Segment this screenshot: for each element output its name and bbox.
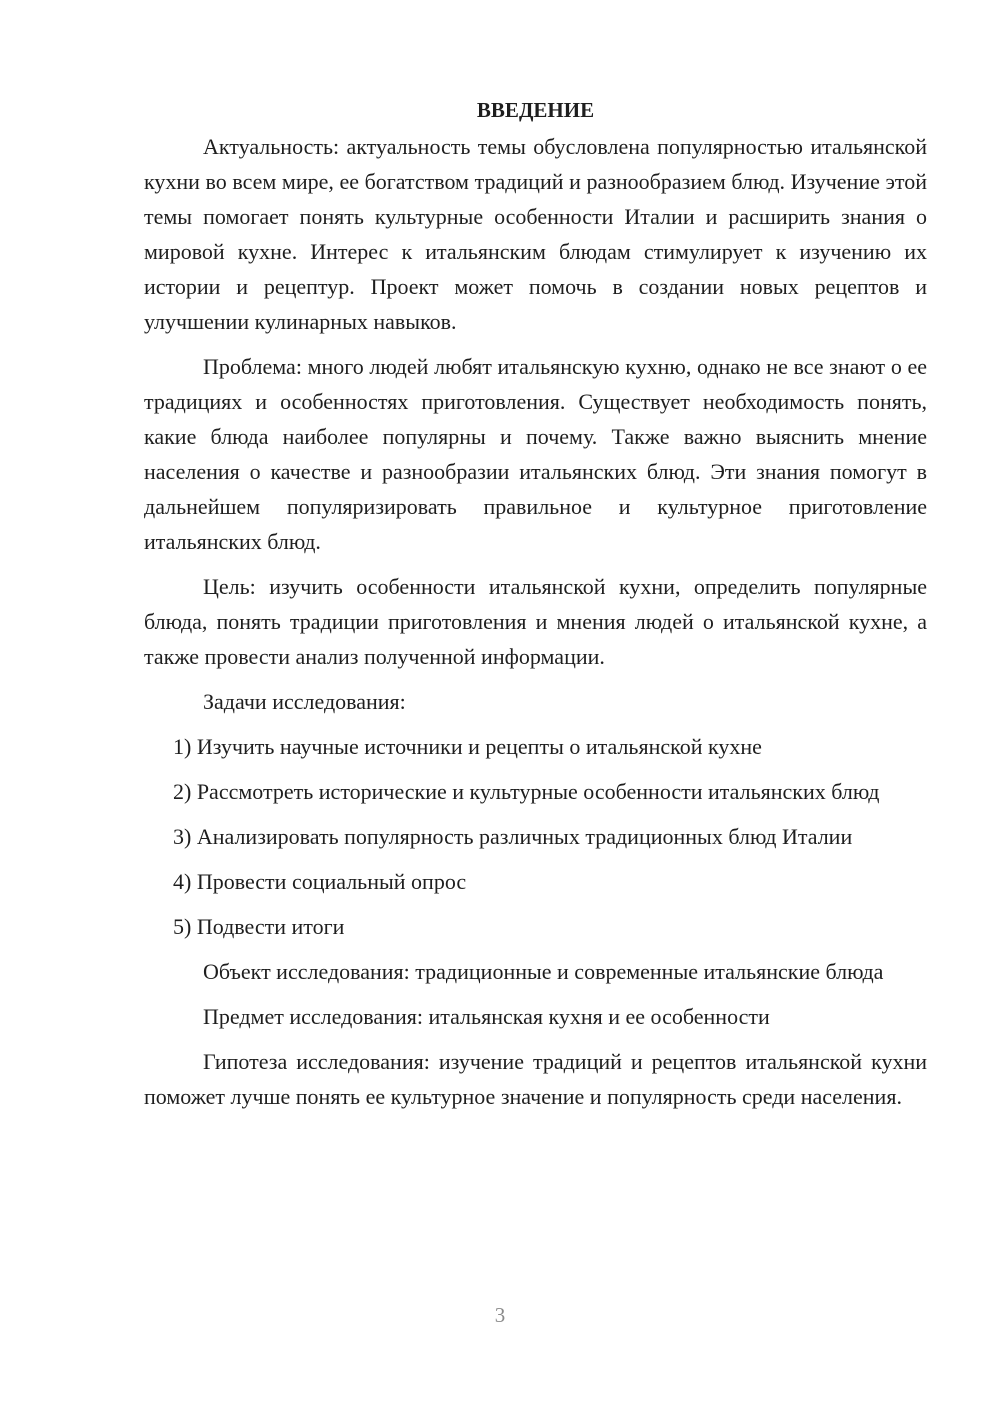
subject-paragraph: Предмет исследования: итальянская кухня и ее особенности [203, 1004, 770, 1029]
task-item: 3) Анализировать популярность различных традиционных блюд Италии [173, 824, 853, 849]
page-number: 3 [494, 1303, 506, 1327]
relevance-paragraph: Актуальность: актуальность темы обусловлена популярностью итальянской кухни во всем мире, ее богатством традиций и разнообразием блюд. Изучение этой темы помогает понять культурные особенности Италии и расширить знания о мировой кухне. Интерес к итальянским блюдам стимулирует к изучению их истории и рецептур. Проект может помочь в создании новых рецептов и улучшении кулинарных навыков. [144, 134, 927, 334]
document-page [144, 93, 927, 1124]
hypothesis-paragraph: Гипотеза исследования: изучение традиций и рецептов итальянской кухни поможет лучше понять ее культурное значение и популярность среди населения. [144, 1049, 927, 1109]
task-item: 4) Провести социальный опрос [173, 869, 467, 894]
task-item: 2) Рассмотреть исторические и культурные особенности итальянских блюд [173, 779, 880, 804]
tasks-heading: Задачи исследования: [203, 689, 406, 714]
section-title: ВВЕДЕНИЕ [476, 98, 595, 122]
task-item: 1) Изучить научные источники и рецепты о итальянской кухне [173, 734, 762, 759]
problem-paragraph: Проблема: много людей любят итальянскую кухню, однако не все знают о ее традициях и особенностях приготовления. Существует необходимость понять, какие блюда наиболее популярны и почему. Также важно выяснить мнение населения о качестве и разнообразии итальянских блюд. Эти знания помогут в дальнейшем популяризировать правильное и культурное приготовление итальянских блюд. [144, 354, 927, 554]
object-paragraph: Объект исследования: традиционные и современные итальянские блюда [203, 959, 884, 984]
goal-paragraph: Цель: изучить особенности итальянской кухни, определить популярные блюда, понять традиции приготовления и мнения людей о итальянской кухне, а также провести анализ полученной информации. [144, 574, 927, 669]
task-item: 5) Подвести итоги [173, 914, 345, 939]
